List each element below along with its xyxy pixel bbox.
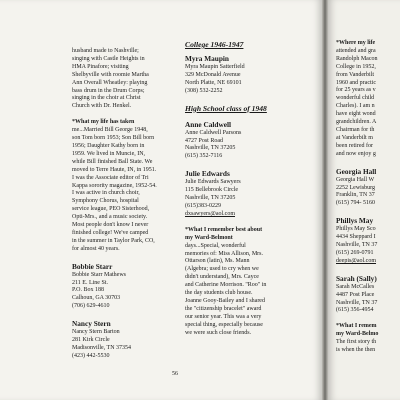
right-page-column — [336, 0, 400, 355]
memory-line: our senior year. This was a very — [185, 313, 262, 320]
contact-line: (615)383-0229 — [185, 202, 221, 209]
memory-line: (Algebra; used to cry when we — [185, 266, 259, 273]
contact-line: 4727 Post Road — [185, 137, 224, 144]
remember-heading-line: *What I remem — [336, 323, 377, 330]
contact-line: Bobbie Starr Mathews — [72, 271, 126, 278]
intro-line: Randolph Macon — [336, 55, 378, 62]
contact-line: (615) 269-0791 — [336, 249, 374, 256]
contact-line: Sarah McCalles — [336, 283, 375, 290]
contact-line: (308) 532-2252 — [185, 87, 223, 94]
intro-line: Ann Overall Wheatley: playing — [72, 79, 148, 86]
story-line: I was the Associate editor of Tri — [72, 174, 149, 181]
contact-line: Nancy Stern Barton — [72, 329, 120, 336]
story-line: Kappa sorority magazine, 1952-54. — [72, 182, 157, 189]
intro-line: from Vanderbilt — [336, 71, 375, 78]
contact-line: 211 E. Line St. — [72, 279, 108, 286]
alumna-name: Georgia Hall — [336, 166, 377, 176]
alumna-name: Anne Caldwell — [185, 119, 232, 129]
intro-line: Charles). I am n — [336, 103, 375, 110]
story-line: 1956; Daughter Kathy born in — [72, 142, 145, 149]
story-line: moved to Terre Haute, IN, in 1951. — [72, 166, 157, 173]
page-number: 56 — [172, 371, 178, 377]
section-title: College 1946-1947 — [185, 40, 244, 49]
story-line: for almost 40 years. — [72, 245, 120, 252]
intro-line: *Where my life — [336, 40, 376, 46]
contact-line: (615) 356-4954 — [336, 307, 374, 314]
contact-line: (706) 629-4610 — [72, 303, 110, 310]
contact-line: North Platte, NE 69101 — [185, 79, 242, 86]
memory-line: The first story th — [336, 339, 377, 346]
contact-line: 2252 Lewisburg — [336, 184, 376, 191]
memory-line: the day students club house. — [185, 290, 253, 297]
intro-line: at Vanderbilt m — [336, 134, 373, 141]
story-line: son Tom born 1953; Son Bill born — [72, 135, 155, 142]
story-line: Most people don't know I never — [72, 222, 149, 229]
story-line: in the summer in Taylor Park, CO, — [72, 237, 155, 244]
remember-heading-line: *What I remember best about — [185, 226, 263, 233]
intro-line: and now enjoy g — [336, 150, 376, 157]
contact-line: (615) 794- 5160 — [336, 200, 375, 207]
contact-line: 281 Kirk Circle — [72, 337, 110, 344]
story-line: while Bill finished Ball State. We — [72, 158, 153, 165]
contact-line: Georgia Hall W — [336, 176, 375, 183]
question-line: *What my life has taken — [72, 119, 135, 126]
contact-line: Anne Caldwell Parsons — [185, 129, 242, 136]
intro-line: attended and gra — [336, 47, 376, 54]
memory-line: Joanne Gooy-Bailey and I shared — [185, 297, 265, 304]
memory-line: we were such close friends. — [185, 329, 252, 336]
intro-line: HMA Pinafore; visiting — [72, 63, 129, 70]
email-link[interactable]: dxsawyers@aol.com — [185, 210, 236, 217]
question-line: me...Married Bill George 1948, — [72, 127, 148, 134]
contact-line: 329 McDonald Avenue — [185, 71, 241, 78]
contact-line: (423) 442-5530 — [72, 352, 110, 359]
memory-line: the "citizenship bracelet" award — [185, 305, 262, 312]
intro-line: singing in the choir at Christ — [72, 95, 141, 102]
intro-line: been retired for — [336, 142, 373, 149]
intro-line: College in 1952, — [336, 63, 376, 70]
right-page — [328, 0, 400, 400]
alumna-name: Bobbie Starr — [72, 261, 113, 271]
intro-line: singing with Castle Heights in — [72, 55, 145, 62]
story-line: finished college! We've camped — [72, 229, 149, 236]
contact-line: Madisonville, TN 37354 — [72, 345, 132, 351]
contact-line: Nashville, TN 37 — [336, 299, 378, 306]
contact-line: Julie Edwards Sawyers — [185, 179, 241, 186]
alumna-name: Myra Maupin — [185, 54, 229, 63]
contact-line: Franklin, TN 37 — [336, 192, 375, 199]
contact-line: Nashville, TN 37205 — [185, 195, 236, 202]
alumna-name: Julie Edwards — [185, 169, 230, 179]
story-line: Symphony Chorus, hospital — [72, 198, 139, 205]
contact-line: Phillys May Sco — [336, 226, 376, 233]
alumna-name: Nancy Stern — [72, 319, 111, 329]
intro-line: 1960 and practic — [336, 79, 376, 86]
right-column — [185, 0, 285, 337]
alumna-name: Phillys May — [336, 216, 374, 226]
story-line: service league, PEO Sisterhood, — [72, 206, 150, 213]
contact-line: P.O. Box 188 — [72, 287, 105, 294]
intro-line: have eight wond — [336, 111, 376, 118]
contact-line: (615) 352-7116 — [185, 153, 223, 160]
remember-heading-line: my Ward-Belmo — [336, 331, 379, 338]
intro-line: Chairman for th — [336, 126, 375, 133]
contact-line: 4487 Post Place — [336, 291, 375, 298]
contact-line: 4434 Sheppard I — [336, 234, 376, 241]
memory-line: memories of: Miss Allison, Mrs. — [185, 250, 264, 257]
intro-line: wonderful child — [336, 95, 375, 102]
intro-line: husband made to Nashville; — [72, 48, 139, 54]
story-line: I was active in church choir, — [72, 190, 140, 197]
intro-line: Church with Dr. Henkel. — [72, 103, 132, 110]
memory-line: is when the then — [336, 347, 376, 354]
story-line: 1959. We lived in Muncie, IN, — [72, 150, 146, 157]
email-link[interactable]: deepis@aol.com — [336, 257, 377, 264]
intro-line: for 25 years as v — [336, 87, 376, 94]
intro-line: bass drum in the Drum Corps; — [72, 87, 145, 94]
memory-line: special thing, especially because — [185, 321, 263, 328]
left-column — [72, 0, 170, 361]
contact-line: Nashville, TN 37 — [336, 242, 378, 249]
memory-line: Ottarson (latin), Ms. Mann — [185, 258, 250, 265]
contact-line: Myra Maupin Satterfield — [185, 64, 245, 70]
section-title: High School class of 1948 — [185, 103, 267, 113]
intro-line: grandchildren. A — [336, 119, 377, 126]
contact-line: Nashville, TN 37205 — [185, 145, 236, 152]
memory-line: days...Special, wonderful — [185, 242, 246, 249]
memory-line: didn't understand), Mrs. Cayce — [185, 274, 259, 281]
story-line: Opti-Mrs., and a music society. — [72, 214, 148, 221]
intro-line: Shelbyville with roomie Martha — [72, 71, 149, 78]
memory-line: and Catherine Morrison. "Roo" in — [185, 282, 267, 289]
remember-heading-line: my Ward-Belmont — [185, 234, 233, 241]
contact-line: Calhoun, GA 30703 — [72, 295, 121, 302]
contact-line: 115 Bellebrook Circle — [185, 187, 239, 194]
alumna-name: Sarah (Sally) — [336, 273, 377, 283]
